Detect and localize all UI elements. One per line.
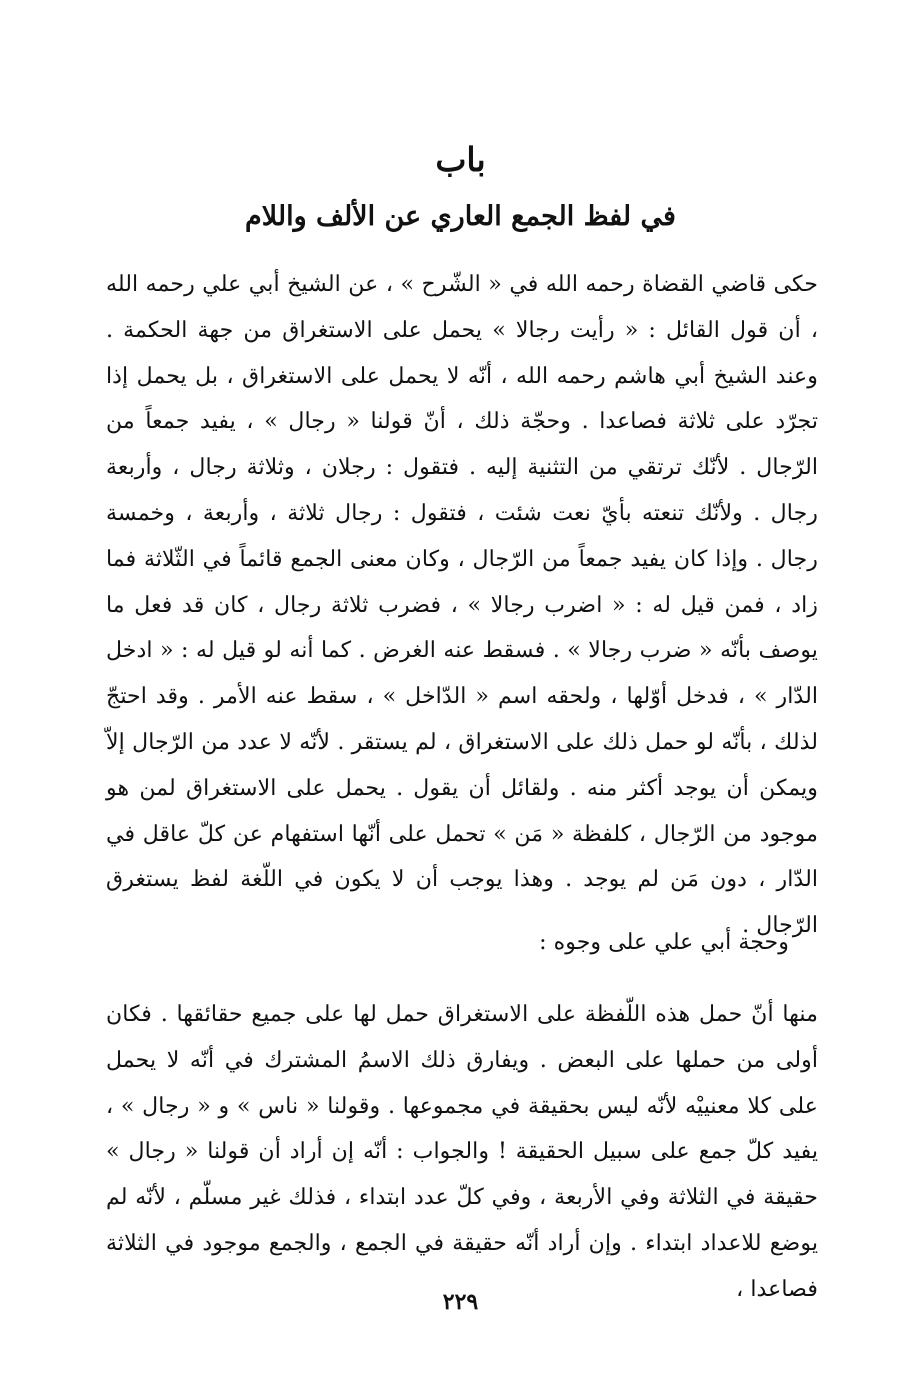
paragraph-argument: حكى قاضي القضاة رحمه الله في « الشّرح » ، عن الشيخ أبي علي رحمه الله ، أن قول القائل : « رأيت رجالا » يحمل على الاستغراق من جهة الحكمة . وعند الشيخ أبي هاشم رحمه الله ، أنّه لا يحمل على الاستغراق ، بل يحمل إذا تجرّد على ثلاثة فصاعدا . وحجّة ذلك ، أنّ قولنا « رجال » ، يفيد جمعاً من الرّجال . لأنّك ترتقي من التثنية إليه . فتقول : رجلان ، وثلاثة رجال ، وأربعة رجال . ولأنّك تنعته بأيّ نعت شئت ، فتقول : رجال ثلاثة ، وأربعة ، وخمسة رجال . وإذا كان يفيد جمعاً من الرّجال ، وكان معنى الجمع قائماً في الثّلاثة فما زاد ، فمن قيل له : « اضرب رجالا » ، فضرب ثلاثة رجال ، كان قد فعل ما يوصف بأنّه « ضرب رجالا » . فسقط عنه الغرض . كما أنه لو قيل له : « ادخل الدّار » ، فدخل أوّلها ، ولحقه اسم « الدّاخل » ، سقط عنه الأمر . وقد احتجّ لذلك ، بأنّه لو حمل ذلك على الاستغراق ، لم يستقر . لأنّه لا عدد من الرّجال إلاّ ويمكن أن يوجد أكثر منه . ولقائل أن يقول . يحمل على الاستغراق لمن هو موجود من الرّجال ، كلفظة « مَن » تحمل على أنّها استفهام عن كلّ عاقل في الدّار ، دون مَن لم يوجد . وهذا يوجب أن لا يكون في اللّغة لفظ يستغرق الرّجال . xyxy=(106,271,818,939)
paragraph-section-intro: وحجة أبي علي على وجوه : xyxy=(539,929,789,955)
page-number: ٢٢٩ xyxy=(442,1289,479,1315)
paragraph-rebuttal: منها أنّ حمل هذه اللّفظة على الاستغراق حمل لها على جميع حقائقها . فكان أولى من حملها على البعض . ويفارق ذلك الاسمُ المشترك في أنّه لا يحمل على كلا معنييْه لأنّه ليس بحقيقة في مجموعها . وقولنا « ناس » و « رجال » ، يفيد كلّ جمع على سبيل الحقيقة ! والجواب : أنّه إن أراد أن قولنا « رجال » حقيقة في الثلاثة وفي الأربعة ، وفي كلّ عدد ابتداء ، فذلك غير مسلّم ، لأنّه لم يوضع للاعداد ابتداء . وإن أراد أنّه حقيقة في الجمع ، والجمع موجود في الثلاثة فصاعدا ، xyxy=(106,1001,818,1302)
chapter-heading: باب xyxy=(435,140,486,179)
chapter-subtitle: في لفظ الجمع العاري عن الألف واللام xyxy=(245,201,676,232)
